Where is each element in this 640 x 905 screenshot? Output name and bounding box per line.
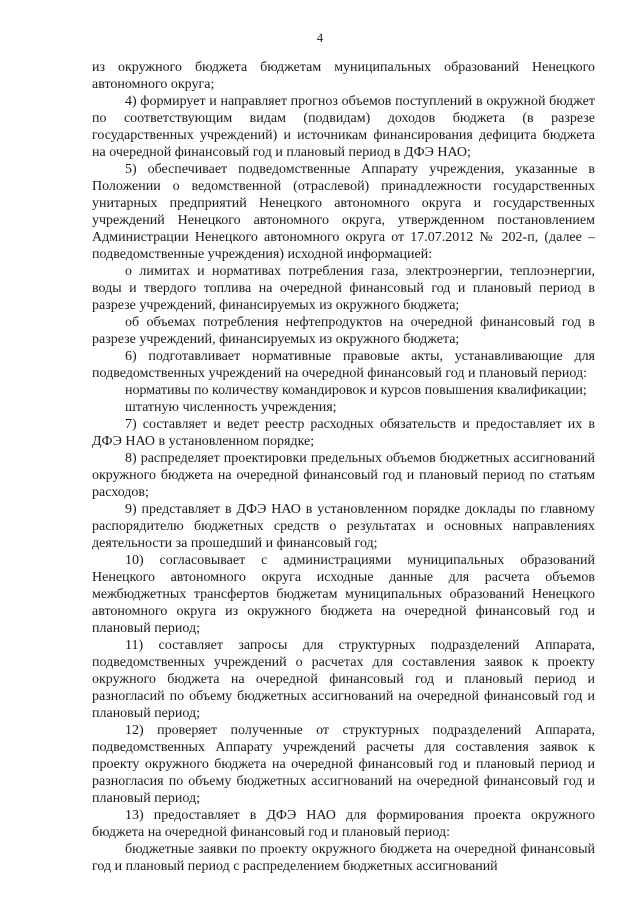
- paragraph-item-12: 12) проверяет полученные от структурных подразделений Аппарата, подведомственных Аппарату учреждений расчеты для составления заявок к проекту окружного бюджета на очередной финансовый год и плановый период и разногласия по объему бюджетных ассигнований на очередной финансовый год и плановый период;: [92, 723, 595, 806]
- paragraph-budget-requests: бюджетные заявки по проекту окружного бюджета на очередной финансовый год и плановый период с распределением бюджетных ассигнований: [92, 842, 595, 874]
- paragraph-trips: нормативы по количеству командировок и курсов повышения квалификации;: [125, 383, 587, 398]
- paragraph-item-5: 5) обеспечивает подведомственные Аппарату учреждения, указанные в Положении о ведомственной (отраслевой) принадлежности государственных унитарных предприятий Ненецкого автономного округа и государственных учреждений Ненецкого автономного округа, утвержденном постановлением Администрации Ненецкого автономного округа от 17.07.2012 № 202-п, (далее – подведомственные учреждения) исходной информацией:: [92, 162, 595, 262]
- paragraph-item-7: 7) составляет и ведет реестр расходных обязательств и предоставляет их в ДФЭ НАО в установленном порядке;: [92, 417, 595, 449]
- paragraph-limits: о лимитах и нормативах потребления газа, электроэнергии, теплоэнергии, воды и твердого топлива на очередной финансовый год и плановый период в разрезе учреждений, финансируемых из окружного бюджета;: [92, 264, 595, 313]
- paragraph-item-11: 11) составляет запросы для структурных подразделений Аппарата, подведомственных учреждений о расчетах для составления заявок к проекту окружного бюджета на очередной финансовый год и плановый период и разногласий по объему бюджетных ассигнований на очередной финансовый год и плановый период;: [92, 638, 595, 721]
- paragraph-item-4: 4) формирует и направляет прогноз объемов поступлений в окружной бюджет по соответствующим видам (подвидам) доходов бюджета (в разрезе государственных учреждений) и источникам финансирования дефицита бюджета на очередной финансовый год и плановый период в ДФЭ НАО;: [92, 94, 595, 160]
- paragraph-item-9: 9) представляет в ДФЭ НАО в установленном порядке доклады по главному распорядителю бюджетных средств о результатах и основных направлениях деятельности за прошедший и финансовый год;: [92, 502, 595, 551]
- paragraph-item-10: 10) согласовывает с администрациями муниципальных образований Ненецкого автономного округа исходные данные для расчета объемов межбюджетных трансфертов бюджетам муниципальных образований Ненецкого автономного округа из окружного бюджета на очередной финансовый год и плановый период;: [92, 553, 595, 636]
- paragraph-item-6: 6) подготавливает нормативные правовые акты, устанавливающие для подведомственных учреждений на очередной финансовый год и плановый период:: [92, 349, 595, 381]
- paragraph-item-8: 8) распределяет проектировки предельных объемов бюджетных ассигнований окружного бюджета на очередной финансовый год и плановый период по статьям расходов;: [92, 451, 595, 500]
- document-body: [92, 59, 595, 875]
- paragraph-staff: штатную численность учреждения;: [125, 400, 337, 415]
- paragraph-fuel: об объемах потребления нефтепродуктов на очередной финансовый год в разрезе учреждений, финансируемых из окружного бюджета;: [92, 315, 595, 347]
- paragraph-item-13: 13) предоставляет в ДФЭ НАО для формирования проекта окружного бюджета на очередной финансовый год и плановый период:: [92, 808, 595, 840]
- page-number: 4: [316, 31, 324, 45]
- paragraph-continuation: из окружного бюджета бюджетам муниципальных образований Ненецкого автономного округа;: [92, 60, 595, 92]
